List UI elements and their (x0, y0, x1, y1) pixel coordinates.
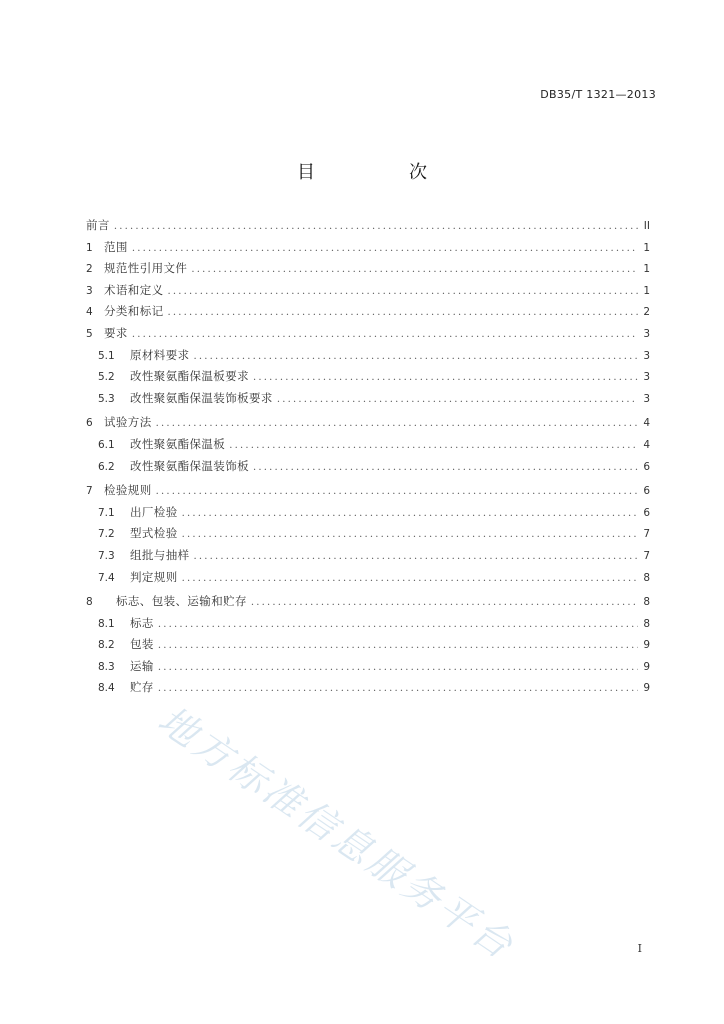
toc-entry-label: 型式检验 (130, 526, 178, 541)
toc-entry[interactable] (86, 658, 650, 680)
toc-leader-dots (156, 418, 638, 429)
toc-entry[interactable] (86, 239, 650, 261)
toc-leader-dots (158, 683, 638, 694)
toc-entry-page: 1 (643, 263, 650, 276)
toc-entry[interactable] (86, 593, 650, 615)
toc-entry-number: 4 (86, 306, 93, 319)
toc-entry[interactable] (86, 504, 650, 526)
toc-entry-number: 3 (86, 284, 93, 297)
toc-entry-number: 7.4 (98, 571, 115, 584)
toc-leader-dots (277, 394, 638, 405)
toc-entry[interactable] (86, 347, 650, 369)
toc-entry-label: 改性聚氨酯保温板要求 (130, 369, 249, 384)
toc-entry-page: 1 (643, 241, 650, 254)
toc-leader-dots (158, 619, 638, 630)
toc-entry-number: 2 (86, 263, 93, 276)
toc-entry[interactable] (86, 282, 650, 304)
toc-entry-label: 原材料要求 (130, 347, 190, 362)
toc-entry-label: 组批与抽样 (130, 547, 190, 562)
toc-entry-number: 5.2 (98, 371, 115, 384)
toc-entry-label: 术语和定义 (104, 282, 164, 297)
toc-entry[interactable] (86, 636, 650, 658)
toc-entry-number: 1 (86, 241, 93, 254)
toc-entry-label: 贮存 (130, 680, 154, 695)
toc-leader-dots (182, 573, 638, 584)
toc-entry-page: 9 (643, 682, 650, 695)
toc-leader-dots (156, 486, 638, 497)
toc-entry-number: 6 (86, 417, 93, 430)
toc-entry[interactable] (86, 368, 650, 390)
toc-entry-number: 8 (86, 596, 93, 609)
toc-entry-number: 7.2 (98, 528, 115, 541)
toc-entry-page: 6 (643, 460, 650, 473)
toc-entry-page: 9 (643, 660, 650, 673)
toc-entry-number: 7.3 (98, 549, 115, 562)
toc-entry-page: II (643, 220, 650, 232)
toc-entry-number: 8.1 (98, 617, 115, 630)
toc-entry-label: 标志、包装、运输和贮存 (116, 594, 247, 609)
toc-entry-number: 7 (86, 485, 93, 498)
toc-leader-dots (194, 351, 639, 362)
toc-entry-label: 试验方法 (104, 415, 152, 430)
toc-entry[interactable] (86, 303, 650, 325)
toc-entry-page: 8 (643, 571, 650, 584)
toc-entry[interactable] (86, 615, 650, 637)
toc-entry[interactable] (86, 217, 650, 239)
toc-entry-label: 分类和标记 (104, 304, 164, 319)
page-number: I (637, 942, 642, 955)
toc-entry[interactable] (86, 679, 650, 701)
toc-entry[interactable] (86, 482, 650, 504)
toc-entry[interactable] (86, 325, 650, 347)
toc-entry-page: 3 (643, 392, 650, 405)
toc-entry-label: 出厂检验 (130, 504, 178, 519)
toc-entry-label: 要求 (104, 325, 128, 340)
table-of-contents (86, 217, 650, 701)
document-code: DB35/T 1321—2013 (540, 88, 656, 101)
toc-entry-number: 7.1 (98, 506, 115, 519)
toc-leader-dots (251, 597, 638, 608)
toc-entry-label: 运输 (130, 658, 154, 673)
toc-entry-label: 判定规则 (130, 569, 178, 584)
toc-leader-dots (114, 221, 638, 232)
page-title: 目 次 (297, 162, 465, 183)
toc-entry-page: 4 (643, 417, 650, 430)
toc-leader-dots (168, 286, 639, 297)
toc-entry-page: 4 (643, 438, 650, 451)
toc-entry-number: 5 (86, 327, 93, 340)
toc-entry[interactable] (86, 260, 650, 282)
toc-entry-page: 3 (643, 349, 650, 362)
toc-entry-number: 8.2 (98, 639, 115, 652)
toc-entry-number: 6.2 (98, 460, 115, 473)
toc-entry-label: 范围 (104, 239, 128, 254)
watermark: 地方标准信息服务平台 (150, 697, 524, 969)
toc-entry-page: 6 (643, 506, 650, 519)
toc-leader-dots (229, 440, 638, 451)
toc-entry[interactable] (86, 390, 650, 412)
toc-entry-label: 规范性引用文件 (104, 261, 188, 276)
toc-entry[interactable] (86, 569, 650, 591)
toc-entry-label: 标志 (130, 615, 154, 630)
toc-entry-number: 6.1 (98, 438, 115, 451)
toc-entry[interactable] (86, 414, 650, 436)
toc-entry[interactable] (86, 458, 650, 480)
toc-entry-label: 检验规则 (104, 483, 152, 498)
toc-entry-page: 3 (643, 371, 650, 384)
toc-entry-label: 改性聚氨酯保温板 (130, 436, 226, 451)
toc-entry-label: 改性聚氨酯保温装饰板要求 (130, 390, 273, 405)
toc-entry-page: 8 (643, 617, 650, 630)
toc-entry-number: 5.3 (98, 392, 115, 405)
toc-entry-page: 1 (643, 284, 650, 297)
toc-entry-page: 7 (643, 549, 650, 562)
toc-leader-dots (194, 551, 639, 562)
toc-leader-dots (168, 307, 639, 318)
toc-leader-dots (182, 508, 638, 519)
toc-leader-dots (158, 640, 638, 651)
toc-entry-number: 5.1 (98, 349, 115, 362)
toc-entry-page: 3 (643, 327, 650, 340)
toc-entry-label: 改性聚氨酯保温装饰板 (130, 458, 249, 473)
toc-entry-page: 7 (643, 528, 650, 541)
toc-leader-dots (253, 372, 638, 383)
toc-entry-page: 2 (643, 306, 650, 319)
toc-entry-page: 9 (643, 639, 650, 652)
toc-entry-page: 8 (643, 596, 650, 609)
toc-entry-number: 8.3 (98, 660, 115, 673)
toc-entry-page: 6 (643, 485, 650, 498)
toc-entry-label: 前言 (86, 218, 110, 232)
toc-entry-number: 8.4 (98, 682, 115, 695)
toc-leader-dots (191, 264, 638, 275)
toc-entry[interactable] (86, 547, 650, 569)
toc-leader-dots (253, 462, 638, 473)
toc-leader-dots (132, 243, 638, 254)
toc-entry-label: 包装 (130, 637, 154, 652)
toc-leader-dots (158, 662, 638, 673)
toc-leader-dots (182, 529, 638, 540)
toc-leader-dots (132, 329, 638, 340)
toc-entry[interactable] (86, 436, 650, 458)
toc-entry[interactable] (86, 525, 650, 547)
